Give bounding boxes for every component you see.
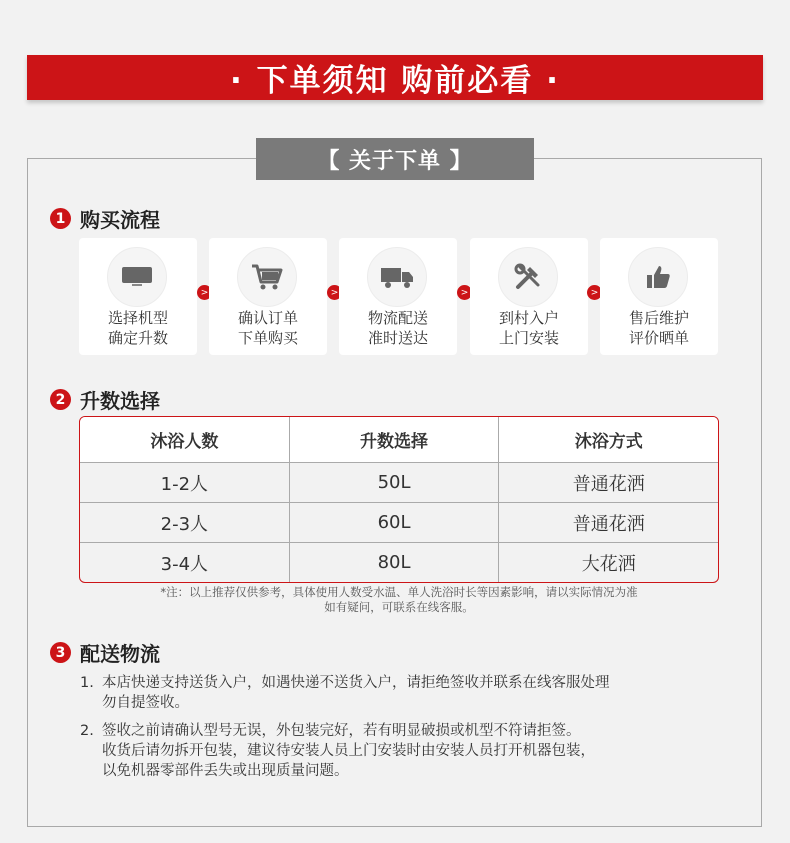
section-number-badge: 3 xyxy=(50,642,71,663)
step-card-confirm-order xyxy=(209,238,327,355)
table-header-row xyxy=(80,417,718,463)
list-item-line: 本店快递支持送货入户，如遇快递不送货入户，请拒绝签收并联系在线客服处理 xyxy=(102,675,610,691)
step-label xyxy=(209,308,327,348)
list-item-text xyxy=(102,721,595,781)
list-item-line: 签收之前请确认型号无误，外包装完好，若有明显破损或机型不符请拒签。 xyxy=(102,723,581,739)
step-card-logistics xyxy=(339,238,457,355)
step-line2: 准时送达 xyxy=(367,329,428,347)
section-tab-title xyxy=(256,138,534,180)
table-cell: 2-3人 xyxy=(80,503,290,543)
list-item-number: 2. xyxy=(80,723,94,739)
section-title: 购买流程 xyxy=(80,208,160,232)
table-note-line2: 如有疑问，可联系在线客服。 xyxy=(324,600,474,614)
table-cell: 60L xyxy=(290,503,500,543)
table-row xyxy=(80,543,718,582)
table-row xyxy=(80,463,718,503)
step-label xyxy=(339,308,457,348)
tools-icon xyxy=(498,247,558,307)
section-capacity-heading xyxy=(50,385,160,414)
step-line1: 选择机型 xyxy=(107,309,168,327)
section-title: 配送物流 xyxy=(80,642,160,666)
thumbs-up-icon xyxy=(628,247,688,307)
step-line1: 物流配送 xyxy=(367,309,428,327)
table-header-cell: 沐浴人数 xyxy=(80,417,290,463)
list-item-text xyxy=(102,673,610,713)
section-number-badge: 1 xyxy=(50,208,71,229)
arrow-glyph: > xyxy=(200,287,209,298)
step-label xyxy=(79,308,197,348)
step-line1: 售后维护 xyxy=(628,309,689,327)
arrow-glyph: > xyxy=(460,287,469,298)
capacity-table xyxy=(79,416,719,583)
table-header-cell: 沐浴方式 xyxy=(499,417,718,463)
step-label xyxy=(470,308,588,348)
list-item xyxy=(80,673,720,713)
table-cell: 50L xyxy=(290,463,500,503)
step-line1: 到村入户 xyxy=(498,309,559,327)
table-cell: 普通花洒 xyxy=(499,503,718,543)
table-row xyxy=(80,503,718,543)
step-line2: 确定升数 xyxy=(107,329,168,347)
cart-icon xyxy=(237,247,297,307)
tv-icon xyxy=(107,247,167,307)
list-item xyxy=(80,721,720,781)
list-item-line: 收货后请勿拆开包装，建议待安装人员上门安装时由安装人员打开机器包装， xyxy=(102,743,595,759)
step-label xyxy=(600,308,718,348)
step-line2: 上门安装 xyxy=(498,329,559,347)
list-item-line: 勿自提签收。 xyxy=(102,695,189,711)
table-cell: 3-4人 xyxy=(80,543,290,582)
panel-border-right xyxy=(534,158,762,159)
table-cell: 大花洒 xyxy=(581,553,636,575)
step-card-after-sales xyxy=(600,238,718,355)
arrow-glyph: > xyxy=(590,287,599,298)
table-cell: 80L xyxy=(290,543,500,582)
list-item-line: 以免机器零部件丢失或出现质量问题。 xyxy=(102,763,349,779)
list-item-number: 1. xyxy=(80,675,94,691)
step-line2: 下单购买 xyxy=(237,329,298,347)
header-banner xyxy=(27,55,763,100)
table-header-cell: 升数选择 xyxy=(290,417,500,463)
panel-border-left xyxy=(27,158,256,159)
table-note-line1: *注：以上推荐仅供参考，具体使用人数受水温、单人洗浴时长等因素影响，请以实际情况为准 xyxy=(160,585,638,599)
step-card-installation xyxy=(470,238,588,355)
step-line2: 评价晒单 xyxy=(628,329,689,347)
step-line1: 确认订单 xyxy=(237,309,298,327)
arrow-glyph: > xyxy=(330,287,339,298)
section-title: 升数选择 xyxy=(80,389,160,413)
section-purchase-flow-heading xyxy=(50,204,160,233)
section-shipping-heading xyxy=(50,638,160,667)
table-cell: 普通花洒 xyxy=(499,463,718,503)
step-card-select-model xyxy=(79,238,197,355)
shipping-list xyxy=(80,673,720,789)
table-cell: 1-2人 xyxy=(80,463,290,503)
truck-icon xyxy=(367,247,427,307)
banner-title: · 下单须知 购前必看 · xyxy=(230,63,560,99)
tab-title-text: 【 关于下单 】 xyxy=(317,148,473,174)
section-number-badge: 2 xyxy=(50,389,71,410)
